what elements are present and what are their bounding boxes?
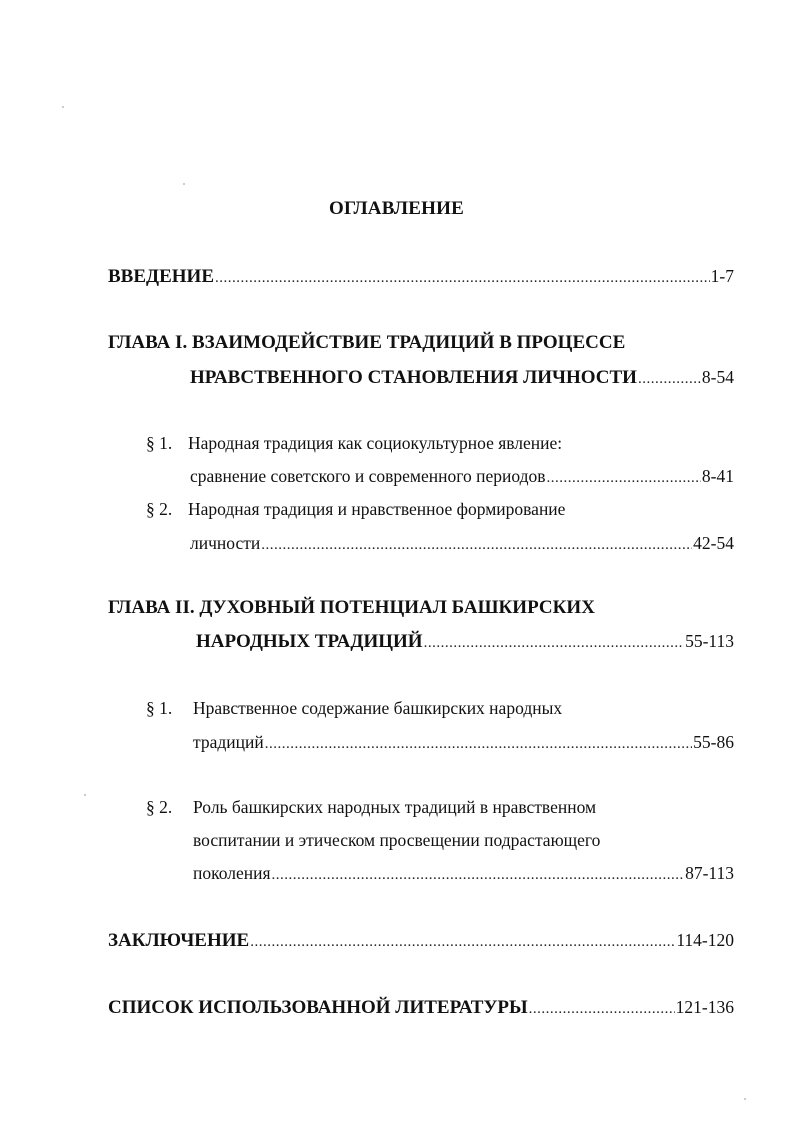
chapter-1-title-line-1: ГЛАВА I. ВЗАИМОДЕЙСТВИЕ ТРАДИЦИЙ В ПРОЦЕССЕ [108,332,626,353]
toc-entry-chapter-1 [190,366,734,390]
toc-page-range: 8-41 [701,466,734,486]
dot-leader [215,267,710,289]
dot-leader [265,733,692,755]
section-number: § 2. [146,499,173,519]
dot-leader [272,864,685,886]
toc-page-range: 114-120 [676,930,734,950]
scan-speck [84,794,86,796]
dot-leader [424,632,685,654]
dot-leader [638,368,701,390]
toc-page-range: 8-54 [701,367,734,387]
toc-title: ОГЛАВЛЕНИЕ [329,198,464,219]
toc-page-range: 87-113 [685,863,734,883]
dot-leader [547,467,701,489]
section-title-line-2: сравнение советского и современного периодов [190,466,546,486]
section-title-line-2: воспитании и этическом просвещении подрастающего [193,830,601,850]
chapter-1-title-line-2: НРАВСТВЕННОГО СТАНОВЛЕНИЯ ЛИЧНОСТИ [190,367,637,388]
toc-entry-intro [108,265,734,289]
toc-entry-chapter-2 [196,630,734,654]
section-number: § 1. [146,698,173,718]
toc-entry-label: СПИСОК ИСПОЛЬЗОВАННОЙ ЛИТЕРАТУРЫ [108,997,528,1018]
section-number: § 2. [146,797,173,817]
section-title-line-2: традиций [193,732,264,752]
toc-page-range: 121-136 [675,997,734,1017]
toc-page-range: 42-54 [693,533,734,553]
scan-speck [744,1098,746,1100]
chapter-2-title-line-1: ГЛАВА II. ДУХОВНЫЙ ПОТЕНЦИАЛ БАШКИРСКИХ [108,597,595,618]
dot-leader [261,534,692,556]
toc-entry-label: ВВЕДЕНИЕ [108,266,214,287]
dot-leader [250,931,675,953]
toc-entry-section [190,532,734,556]
toc-entry-section [193,731,734,755]
section-number: § 1. [146,433,173,453]
toc-entry-section [190,465,734,489]
toc-page-range: 55-113 [685,631,734,651]
toc-page-range: 55-86 [693,732,734,752]
dot-leader [529,998,675,1020]
toc-entry-conclusion [108,929,734,953]
section-title-line-1: Народная традиция и нравственное формирование [188,499,566,519]
section-title-line-2: личности [190,533,261,553]
toc-entry-section [193,862,734,886]
section-title-line-1: Народная традиция как социокультурное явление: [188,433,563,453]
section-title-line-1: Нравственное содержание башкирских народных [193,698,563,718]
scan-speck [183,183,185,185]
toc-entry-label: ЗАКЛЮЧЕНИЕ [108,930,250,951]
section-title-line-3: поколения [193,863,271,883]
section-title-line-1: Роль башкирских народных традиций в нравственном [193,797,597,817]
toc-entry-bibliography [108,996,734,1020]
chapter-2-title-line-2: НАРОДНЫХ ТРАДИЦИЙ [196,631,423,652]
scan-speck [62,106,64,108]
toc-page-range: 1-7 [710,266,734,286]
